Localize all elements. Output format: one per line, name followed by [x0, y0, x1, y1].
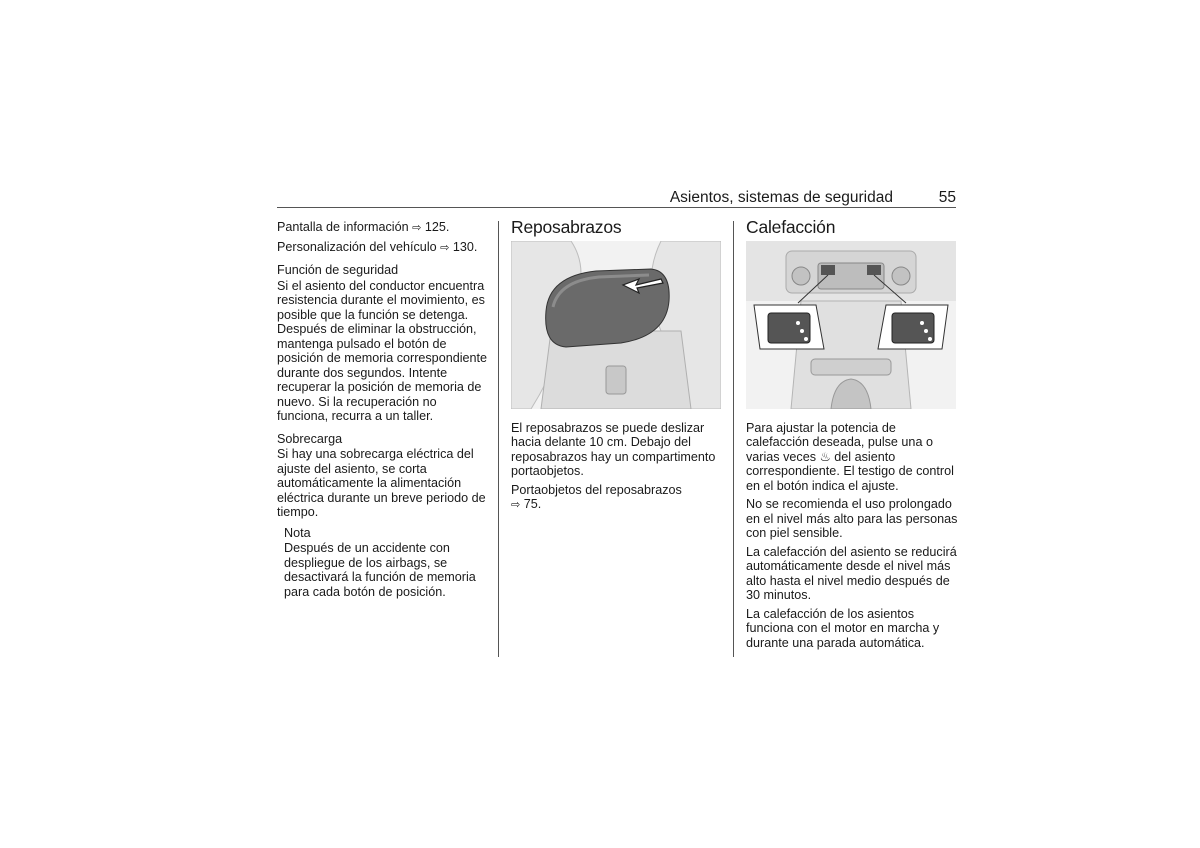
heading-overload: Sobrecarga [277, 431, 343, 446]
heating-instructions [746, 421, 958, 494]
column-2 [511, 217, 723, 517]
page-ref: 130. [452, 239, 478, 254]
note-block [284, 526, 489, 600]
arrow-ref-icon: ⇨ [440, 241, 450, 254]
heading-safety-function: Función de seguridad [277, 263, 399, 277]
armrest-illustration [511, 241, 721, 409]
paragraph-personalization-link [277, 240, 489, 256]
arrow-ref-icon: ⇨ [412, 222, 422, 234]
heating-warning-text: No se recomienda el uso prolongado en el nivel más alto para las personas con piel sensible. [746, 497, 958, 540]
seat-heating-illustration [746, 241, 956, 409]
heating-operation-text: La calefacción de los asientos funciona con el motor en marcha y durante una parada automática. [746, 606, 940, 650]
page-ref: 75. [523, 497, 542, 511]
overload-text: Si hay una sobrecarga eléctrica del ajuste del asiento, se corta automáticamente la alimentación eléctrica durante un breve periodo de tiempo. [277, 447, 486, 519]
heating-text-b: del asiento correspondiente. El testigo de control en el botón indica el ajuste. [746, 449, 954, 493]
safety-function-text: Si el asiento del conductor encuentra resistencia durante el movimiento, es posible que la función se detenga. Después de eliminar la obstrucción, mantenga pulsado el botón de posición de memoria correspondiente durante dos segundos. Intente recuperar la posición de memoria de nuevo. Si la recuperación no funciona, recurra a un taller. [277, 278, 488, 423]
column-divider-2 [733, 221, 734, 657]
info-display-text: Pantalla de información [277, 220, 409, 234]
column-1 [277, 220, 489, 603]
note-text: Después de un accidente con despliegue de los airbags, se desactivará la función de memoria para cada botón de posición. [284, 541, 476, 599]
heating-reduction-text: La calefacción del asiento se reducirá automáticamente desde el nivel más alto hasta el nivel medio después de 30 minutos. [746, 544, 957, 602]
paragraph-storage-link [511, 483, 723, 513]
heading-note: Nota [284, 525, 311, 540]
heading-armrest: Reposabrazos [511, 217, 622, 237]
page-ref: 125. [424, 220, 450, 234]
paragraph-info-link [277, 220, 489, 236]
armrest-text: El reposabrazos se puede deslizar hacia delante 10 cm. Debajo del reposabrazos hay un compartimento portaobjetos. [511, 420, 716, 478]
column-3 [746, 217, 958, 654]
seat-heat-icon: ♨ [819, 449, 831, 464]
storage-text: Portaobjetos del reposabrazos [511, 482, 682, 497]
header-rule [277, 207, 956, 208]
column-divider-1 [498, 221, 499, 657]
heating-text-a: Para ajustar la potencia de calefacción deseada, pulse una o varias veces [746, 420, 933, 464]
personalization-text: Personalización del vehículo [277, 239, 437, 254]
heading-heating: Calefacción [746, 217, 836, 237]
arrow-ref-icon: ⇨ [511, 499, 521, 511]
page-number: 55 [938, 189, 956, 206]
running-header-title: Asientos, sistemas de seguridad [669, 189, 893, 206]
